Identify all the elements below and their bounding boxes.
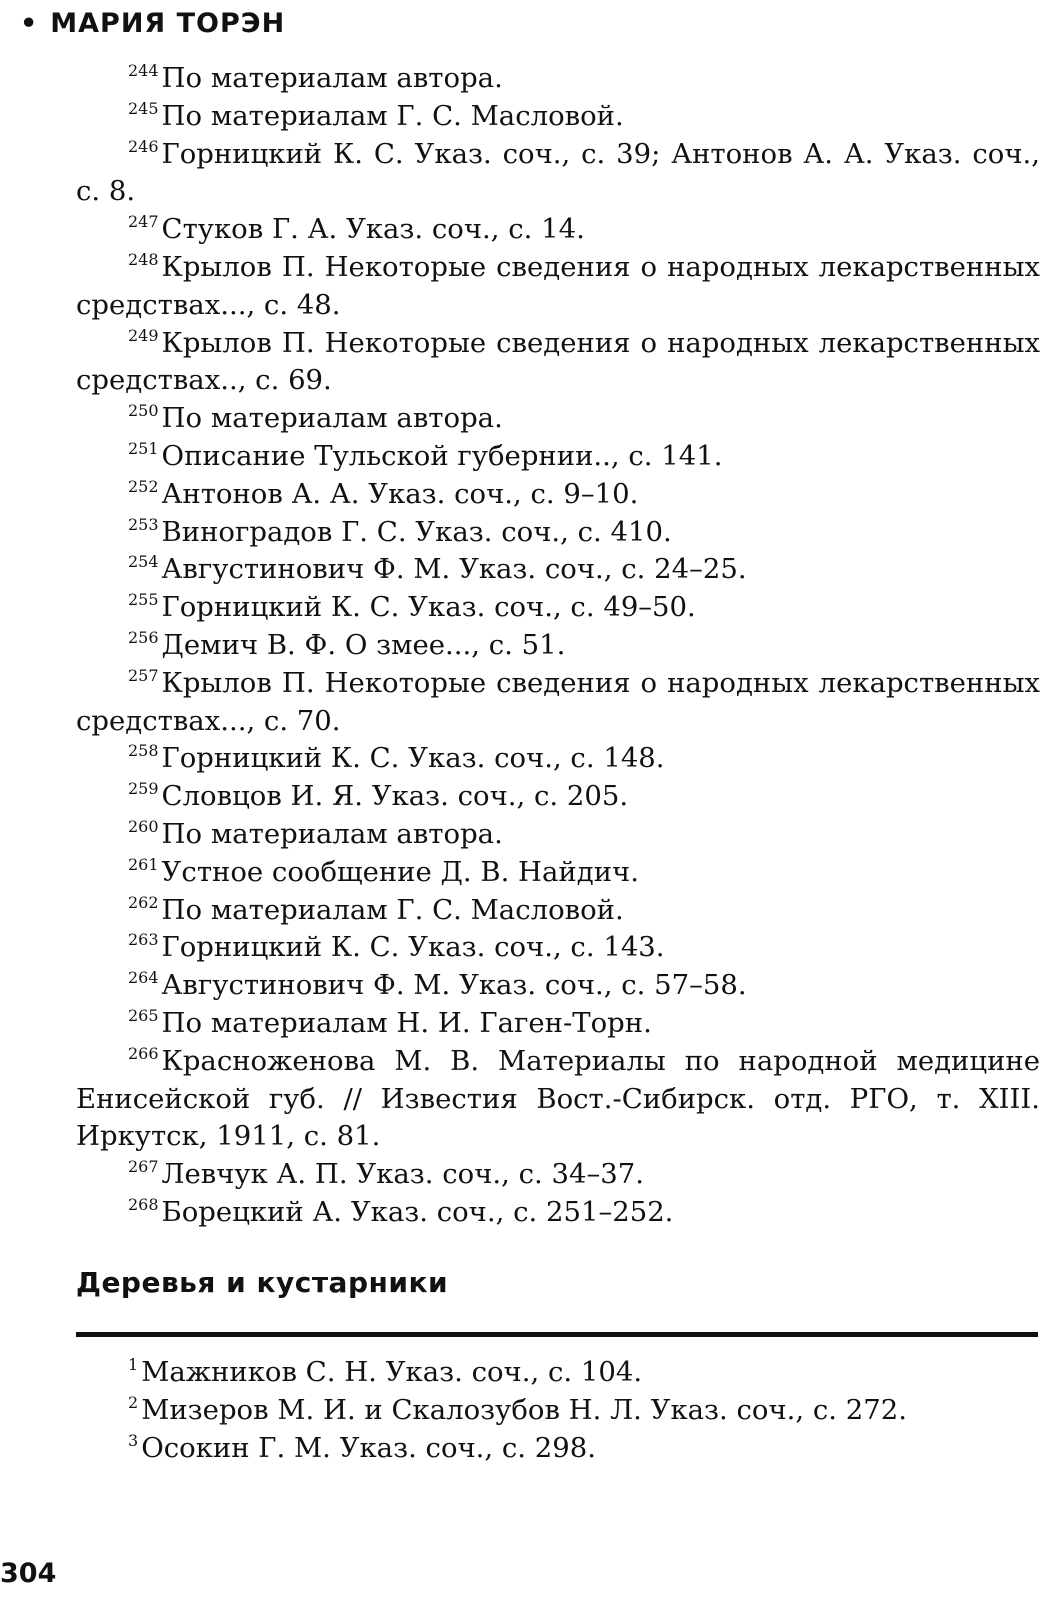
footnote-text: Горницкий К. С. Указ. соч., с. 148. xyxy=(161,742,665,775)
footnote-number: 260 xyxy=(128,816,159,836)
footnote-text: Мизеров М. И. и Скалозубов Н. Л. Указ. соч., с. 272. xyxy=(141,1393,907,1426)
footnote xyxy=(76,854,1040,892)
footnote xyxy=(76,589,1040,627)
footnote-number: 246 xyxy=(128,136,159,156)
footnote-text: По материалам автора. xyxy=(161,402,503,435)
footnote-text: Горницкий К. С. Указ. соч., с. 143. xyxy=(161,931,665,964)
footnote-text: По материалам Г. С. Масловой. xyxy=(161,893,624,926)
footnote-text: Августинович Ф. М. Указ. соч., с. 24–25. xyxy=(161,553,747,586)
footnote-number: 266 xyxy=(128,1043,159,1063)
footnote-number: 261 xyxy=(128,854,159,874)
footnote-text: Устное сообщение Д. В. Найдич. xyxy=(161,855,639,888)
footnote-text: Осокин Г. М. Указ. соч., с. 298. xyxy=(141,1431,597,1464)
footnote xyxy=(76,1430,1040,1468)
footnote xyxy=(76,438,1040,476)
footnote-number: 259 xyxy=(128,779,159,799)
footnote-number: 253 xyxy=(128,514,159,534)
footnote-text: Крылов П. Некоторые сведения о народных лекарственных средствах..., с. 48. xyxy=(76,250,1040,321)
footnote xyxy=(76,1005,1040,1043)
footnote-number: 244 xyxy=(128,61,159,80)
footnote-text: Крылов П. Некоторые сведения о народных лекарственных средствах..., с. 70. xyxy=(76,666,1040,737)
footnote-number: 1 xyxy=(128,1355,139,1374)
footnote xyxy=(76,1194,1040,1232)
footnote-number: 254 xyxy=(128,552,159,572)
footnote xyxy=(76,211,1040,249)
footnote xyxy=(76,1156,1040,1194)
footnotes-list xyxy=(76,60,1040,1232)
footnote-text: Горницкий К. С. Указ. соч., с. 39; Антонов А. А. Указ. соч., с. 8. xyxy=(76,137,1040,208)
footnote-number: 245 xyxy=(128,98,159,118)
footnote xyxy=(76,249,1040,325)
footnote-text: По материалам автора. xyxy=(161,62,503,94)
footnote-text: Демич В. Ф. О змее..., с. 51. xyxy=(161,628,566,661)
footnote-text: Красноженова М. В. Материалы по народной медицине Енисейской губ. // Известия Вост.-Сибирск. отд. РГО, т. XIII. Иркутск, 1911, с. 81. xyxy=(76,1044,1040,1153)
footnote-number: 249 xyxy=(128,325,159,345)
header-title: МАРИЯ ТОРЭН xyxy=(50,8,286,39)
footnote xyxy=(76,740,1040,778)
footnote-text: Крылов П. Некоторые сведения о народных лекарственных средствах.., с. 69. xyxy=(76,326,1040,397)
footnote xyxy=(76,967,1040,1005)
footnote xyxy=(76,476,1040,514)
footnote-number: 250 xyxy=(128,401,159,421)
footnote-number: 267 xyxy=(128,1157,159,1177)
footnote xyxy=(76,400,1040,438)
footnote-text: По материалам автора. xyxy=(161,817,503,850)
footnote xyxy=(76,551,1040,589)
footnote-number: 2 xyxy=(128,1392,139,1412)
footnote-text: Борецкий А. Указ. соч., с. 251–252. xyxy=(161,1195,674,1228)
footnote-number: 263 xyxy=(128,930,159,950)
footnote xyxy=(76,1043,1040,1156)
footnote xyxy=(76,665,1040,741)
footnote-number: 264 xyxy=(128,968,159,988)
footnote xyxy=(76,627,1040,665)
footnote-number: 3 xyxy=(128,1430,139,1450)
footnote-text: Антонов А. А. Указ. соч., с. 9–10. xyxy=(161,477,639,510)
footnote xyxy=(76,816,1040,854)
footnote xyxy=(76,1354,1040,1392)
footnote xyxy=(76,892,1040,930)
footnote xyxy=(76,60,1040,98)
footnote xyxy=(76,778,1040,816)
footnote-number: 268 xyxy=(128,1194,159,1214)
footnote-text: Виноградов Г. С. Указ. соч., с. 410. xyxy=(161,515,672,548)
footnote-text: Описание Тульской губернии.., с. 141. xyxy=(161,439,723,472)
footnote-number: 251 xyxy=(128,438,159,458)
footnote-text: По материалам Н. И. Гаген-Торн. xyxy=(161,1006,652,1039)
footnote-number: 262 xyxy=(128,892,159,912)
footnote-text: Горницкий К. С. Указ. соч., с. 49–50. xyxy=(161,591,696,624)
footnote-number: 257 xyxy=(128,665,159,685)
footnote xyxy=(76,514,1040,552)
footnote-text: Августинович Ф. М. Указ. соч., с. 57–58. xyxy=(161,969,747,1002)
page-number: 304 xyxy=(0,1558,57,1589)
footnote xyxy=(76,136,1040,212)
footnote xyxy=(76,929,1040,967)
footnote-number: 248 xyxy=(128,249,159,269)
running-head xyxy=(20,8,285,39)
footnote-text: Стуков Г. А. Указ. соч., с. 14. xyxy=(161,213,585,246)
footnote xyxy=(76,325,1040,401)
section-footnotes-list xyxy=(76,1354,1040,1467)
footnote-number: 247 xyxy=(128,212,159,232)
footnote-number: 256 xyxy=(128,627,159,647)
footnote-number: 258 xyxy=(128,741,159,761)
footnote xyxy=(76,98,1040,136)
footnote-text: Левчук А. П. Указ. соч., с. 34–37. xyxy=(161,1158,644,1191)
footnote-text: По материалам Г. С. Масловой. xyxy=(161,99,624,132)
header-bullet: • xyxy=(20,8,39,39)
footnote-text: Мажников С. Н. Указ. соч., с. 104. xyxy=(141,1356,643,1388)
section-divider xyxy=(76,1332,1038,1337)
footnote-number: 255 xyxy=(128,590,159,610)
footnote xyxy=(76,1392,1040,1430)
footnote-text: Словцов И. Я. Указ. соч., с. 205. xyxy=(161,780,629,813)
section-heading: Деревья и кустарники xyxy=(76,1266,449,1299)
footnote-number: 265 xyxy=(128,1005,159,1025)
footnote-number: 252 xyxy=(128,476,159,496)
